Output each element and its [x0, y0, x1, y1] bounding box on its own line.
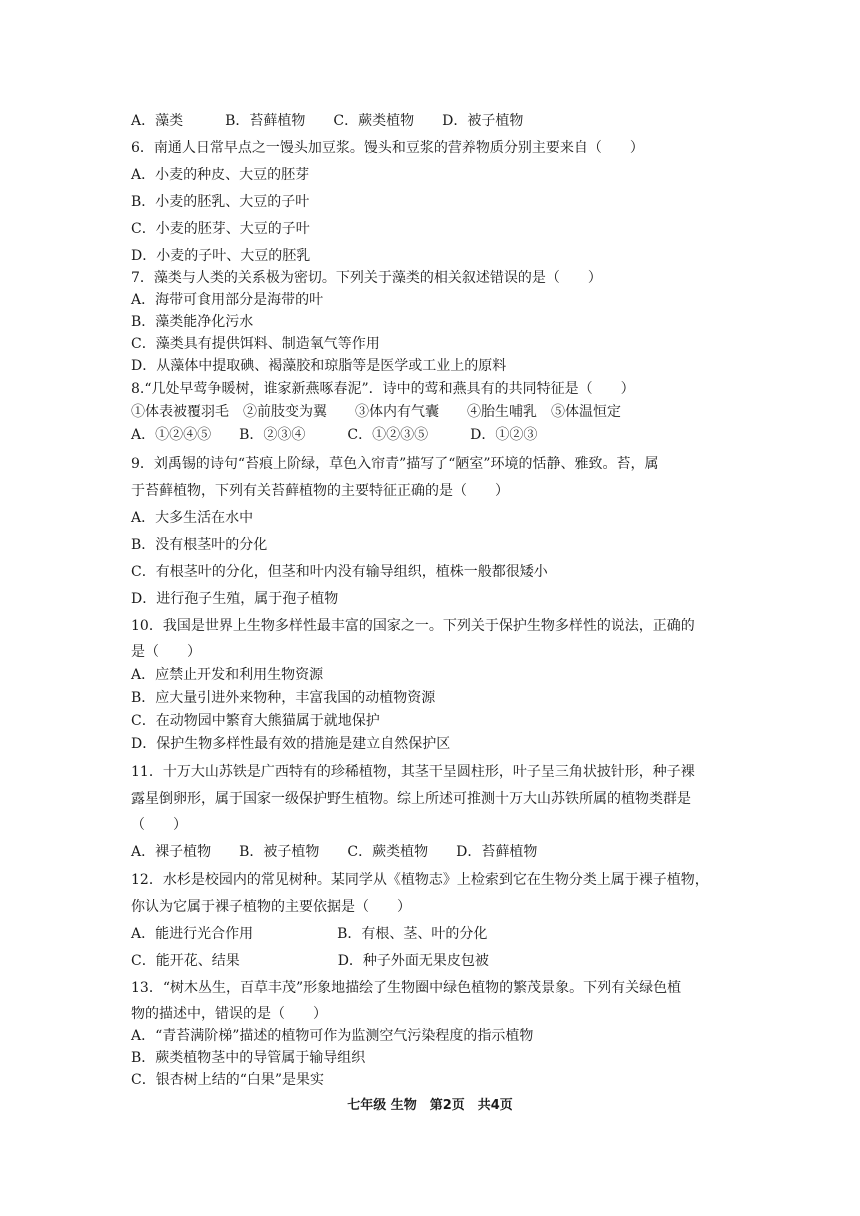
question-11-line-1: 11．十万大山苏铁是广西特有的珍稀植物，其茎干呈圆柱形，叶子呈三角状披针形，种子裸: [131, 764, 695, 780]
question-6: 6．南通人日常早点之一馒头加豆浆。馒头和豆浆的营养物质分别主要来自（ ）: [131, 140, 644, 156]
option-row-q5: A．藻类 B．苔藓植物 C．蕨类植物 D．被子植物: [131, 113, 524, 129]
question-11-line-2: 露星倒卵形，属于国家一级保护野生植物。综上所述可推测十万大山苏铁所属的植物类群是: [131, 791, 691, 807]
q8-options: A．①②④⑤ B．②③④ C．①②③⑤ D．①②③: [131, 427, 538, 443]
q13-option-c: C．银杏树上结的“白果”是果实: [131, 1072, 325, 1088]
q13-option-b: B．蕨类植物茎中的导管属于输导组织: [131, 1050, 366, 1066]
q6-option-a: A．小麦的种皮、大豆的胚芽: [131, 167, 310, 183]
question-13-line-2: 物的描述中，错误的是（ ）: [131, 1006, 327, 1022]
q9-option-b: B．没有根茎叶的分化: [131, 537, 268, 553]
q10-option-d: D．保护生物多样性最有效的措施是建立自然保护区: [131, 736, 451, 752]
question-13-line-1: 13．“树木丛生，百草丰茂”形象地描绘了生物圈中绿色植物的繁茂景象。下列有关绿色植: [131, 980, 682, 996]
q7-option-a: A．海带可食用部分是海带的叶: [131, 292, 324, 308]
q8-statements: ①体表被覆羽毛 ②前肢变为翼 ③体内有气囊 ④胎生哺乳 ⑤体温恒定: [131, 404, 621, 420]
q12-options-ab: A．能进行光合作用 B．有根、茎、叶的分化: [131, 926, 488, 942]
question-10-line-1: 10．我国是世界上生物多样性最丰富的国家之一。下列关于保护生物多样性的说法，正确的: [131, 618, 695, 634]
q13-option-a: A．“青苔满阶梯”描述的植物可作为监测空气污染程度的指示植物: [131, 1028, 534, 1044]
question-8: 8.“几处早莺争暖树，谁家新燕啄春泥”．诗中的莺和燕具有的共同特征是（ ）: [131, 381, 635, 397]
q7-option-d: D．从藻体中提取碘、褐藻胶和琼脂等是医学或工业上的原料: [131, 358, 507, 374]
page-footer: 七年级 生物 第2页 共4页: [347, 1098, 513, 1113]
question-9-line-1: 9．刘禹锡的诗句“苔痕上阶绿，草色入帘青”描写了“陋室”环境的恬静、雅致。苔，属: [131, 456, 659, 472]
q6-option-d: D．小麦的子叶、大豆的胚乳: [131, 248, 311, 264]
q11-options: A．裸子植物 B．被子植物 C．蕨类植物 D．苔藓植物: [131, 844, 538, 860]
q10-option-b: B．应大量引进外来物种，丰富我国的动植物资源: [131, 690, 436, 706]
question-7: 7．藻类与人类的关系极为密切。下列关于藻类的相关叙述错误的是（ ）: [131, 270, 602, 286]
q9-option-d: D．进行孢子生殖，属于孢子植物: [131, 591, 339, 607]
q10-option-a: A．应禁止开发和利用生物资源: [131, 667, 324, 683]
q6-option-c: C．小麦的胚芽、大豆的子叶: [131, 221, 310, 237]
question-10-line-2: 是（ ）: [131, 644, 201, 660]
q9-option-c: C．有根茎叶的分化，但茎和叶内没有输导组织，植株一般都很矮小: [131, 564, 548, 580]
q12-options-cd: C．能开花、结果 D．种子外面无果皮包被: [131, 953, 489, 969]
q6-option-b: B．小麦的胚乳、大豆的子叶: [131, 194, 310, 210]
question-9-line-2: 于苔藓植物，下列有关苔藓植物的主要特征正确的是（ ）: [131, 483, 509, 499]
q10-option-c: C．在动物园中繁育大熊猫属于就地保护: [131, 713, 380, 729]
question-12-line-2: 你认为它属于裸子植物的主要依据是（ ）: [131, 899, 411, 915]
q9-option-a: A．大多生活在水中: [131, 510, 254, 526]
question-12-line-1: 12．水杉是校园内的常见树种。某同学从《植物志》上检索到它在生物分类上属于裸子植物，: [131, 872, 709, 888]
q7-option-b: B．藻类能净化污水: [131, 314, 254, 330]
q7-option-c: C．藻类具有提供饵料、制造氧气等作用: [131, 336, 380, 352]
question-11-line-3: （ ）: [131, 817, 187, 833]
